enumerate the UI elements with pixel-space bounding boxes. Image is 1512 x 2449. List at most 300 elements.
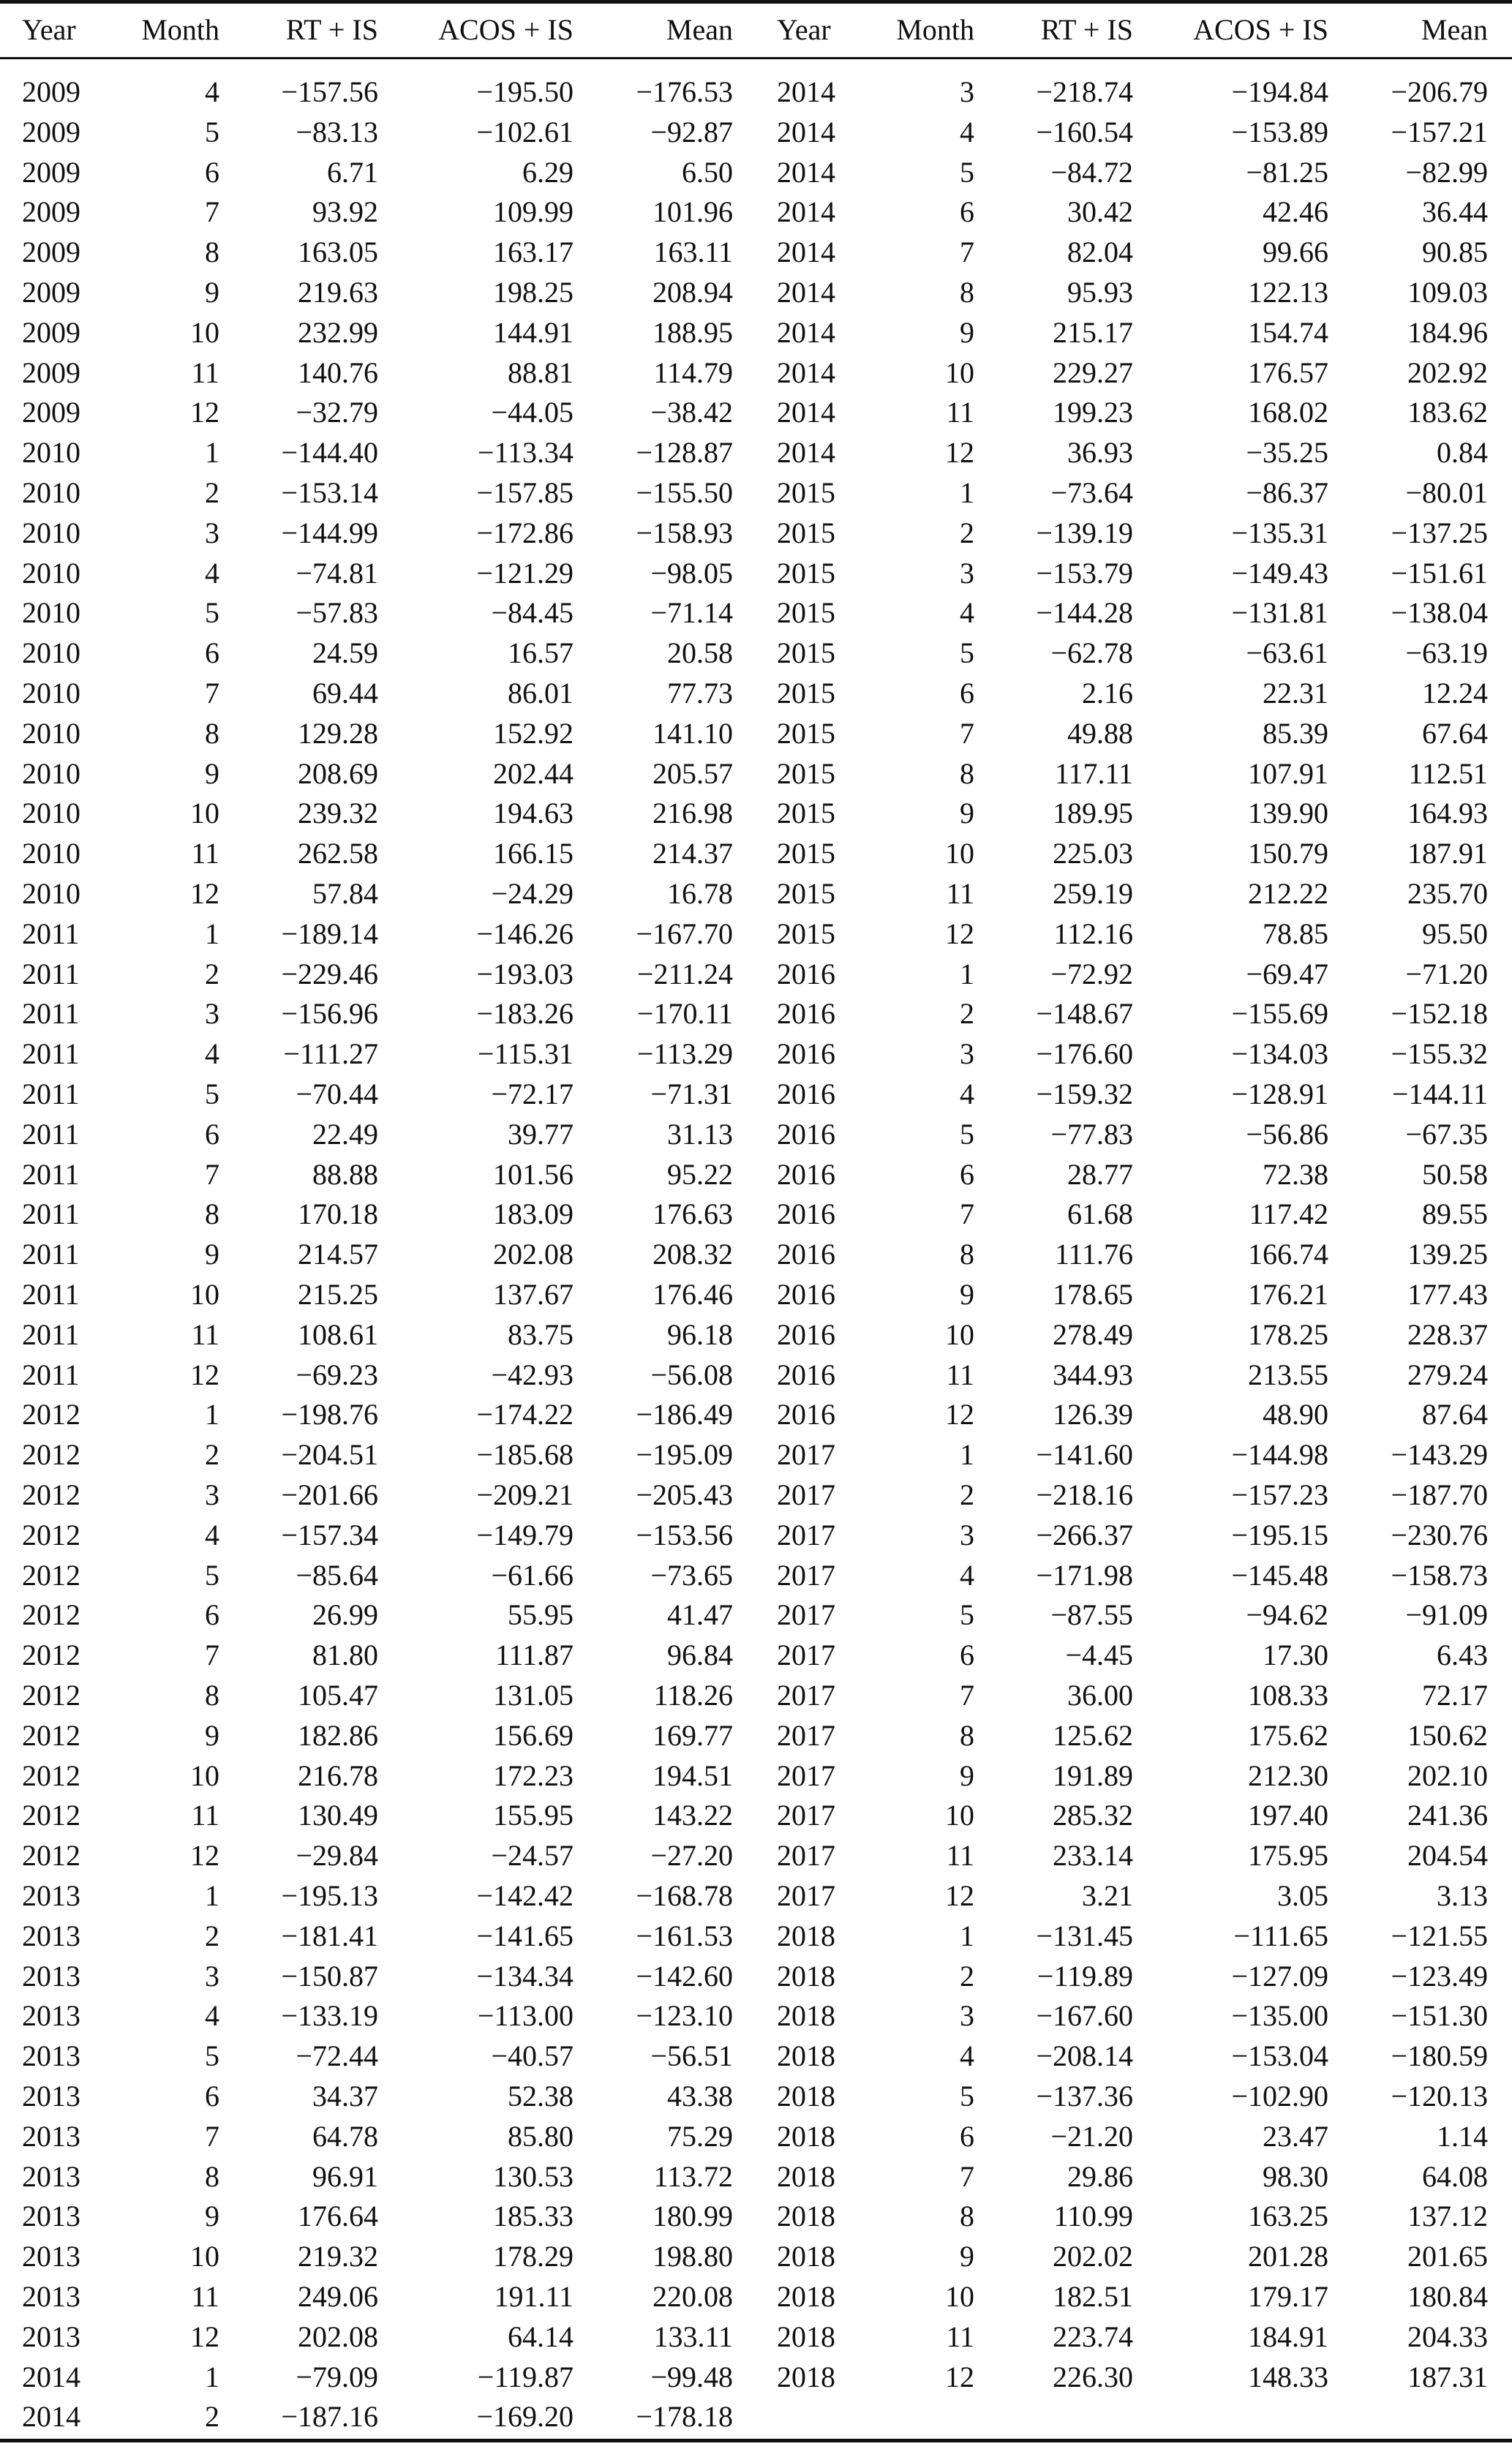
cell-mean-right: −152.18 <box>1391 997 1488 1031</box>
cell-month-right: 10 <box>945 837 974 870</box>
cell-rt-is-right: −159.32 <box>1036 1077 1133 1110</box>
cell-year-left: 2011 <box>22 1037 80 1071</box>
cell-mean-left: 141.10 <box>652 716 733 750</box>
cell-rt-is-left: 64.78 <box>312 2119 378 2153</box>
table-row <box>0 593 1512 633</box>
table-row <box>0 1075 1512 1115</box>
cell-month-left: 7 <box>205 677 219 710</box>
table-row <box>0 233 1512 273</box>
cell-acos-is-left: 52.38 <box>508 2080 573 2113</box>
cell-acos-is-right: 3.05 <box>1277 1879 1328 1912</box>
cell-rt-is-left: 6.71 <box>327 155 378 189</box>
cell-acos-is-left: 166.15 <box>493 837 573 870</box>
cell-month-left: 12 <box>190 1839 219 1873</box>
cell-acos-is-right: −127.09 <box>1231 1959 1328 1993</box>
cell-month-left: 5 <box>205 1077 219 1110</box>
cell-rt-is-left: 215.25 <box>298 1278 378 1311</box>
cell-year-left: 2013 <box>22 2039 80 2073</box>
cell-acos-is-left: −185.68 <box>476 1438 573 1472</box>
cell-acos-is-right: 48.90 <box>1263 1398 1328 1432</box>
cell-month-right: 1 <box>960 957 974 990</box>
cell-acos-is-right: 168.02 <box>1248 396 1328 429</box>
cell-year-right: 2017 <box>777 1799 835 1832</box>
cell-month-right: 6 <box>960 1639 974 1672</box>
cell-acos-is-left: 202.44 <box>493 756 573 790</box>
cell-acos-is-right: 23.47 <box>1263 2119 1328 2153</box>
cell-mean-left: 208.94 <box>652 276 733 309</box>
cell-rt-is-left: 140.76 <box>298 356 378 389</box>
cell-year-left: 2009 <box>22 276 80 309</box>
cell-rt-is-left: 208.69 <box>298 756 378 790</box>
cell-month-left: 5 <box>205 1558 219 1592</box>
cell-mean-right: 0.84 <box>1437 436 1488 470</box>
cell-month-right: 7 <box>960 716 974 750</box>
cell-mean-left: −123.10 <box>636 1999 733 2033</box>
table-row <box>0 2397 1512 2437</box>
cell-acos-is-left: −149.79 <box>476 1518 573 1551</box>
cell-rt-is-right: 285.32 <box>1053 1799 1133 1832</box>
cell-year-left: 2011 <box>22 1157 80 1191</box>
cell-rt-is-right: 178.65 <box>1053 1278 1133 1311</box>
cell-acos-is-right: −131.81 <box>1231 596 1328 630</box>
cell-acos-is-right: 176.57 <box>1248 356 1328 389</box>
cell-mean-right: 279.24 <box>1407 1358 1488 1391</box>
cell-mean-right: 109.03 <box>1407 276 1488 309</box>
table-row <box>0 113 1512 153</box>
cell-rt-is-right: −144.28 <box>1036 596 1133 630</box>
cell-mean-left: 16.78 <box>667 877 733 910</box>
cell-acos-is-left: −44.05 <box>491 396 573 429</box>
cell-year-left: 2011 <box>22 997 80 1031</box>
cell-acos-is-left: 64.14 <box>508 2320 573 2353</box>
cell-acos-is-right: 98.30 <box>1263 2159 1328 2193</box>
cell-acos-is-left: 83.75 <box>508 1317 573 1351</box>
cell-acos-is-left: 131.05 <box>493 1679 573 1712</box>
cell-year-right: 2014 <box>777 356 835 389</box>
cell-rt-is-right: −72.92 <box>1050 957 1133 990</box>
cell-month-left: 2 <box>205 476 219 509</box>
cell-mean-right: 187.91 <box>1407 837 1488 870</box>
cell-acos-is-right: −149.43 <box>1231 556 1328 590</box>
cell-rt-is-right: −171.98 <box>1036 1558 1133 1592</box>
cell-year-left: 2013 <box>22 2200 80 2233</box>
cell-acos-is-left: 101.56 <box>493 1157 573 1191</box>
table-row <box>0 1275 1512 1315</box>
cell-month-left: 12 <box>190 2320 219 2353</box>
cell-rt-is-left: −229.46 <box>281 957 378 990</box>
cell-mean-right: 187.31 <box>1407 2360 1488 2393</box>
cell-month-left: 8 <box>205 716 219 750</box>
cell-month-right: 2 <box>960 1478 974 1511</box>
cell-acos-is-left: −61.66 <box>491 1558 573 1592</box>
cell-acos-is-left: 109.99 <box>493 195 573 229</box>
cell-year-right: 2015 <box>777 677 835 710</box>
cell-year-left: 2013 <box>22 2159 80 2193</box>
cell-month-right: 3 <box>960 1037 974 1071</box>
cell-acos-is-right: −86.37 <box>1246 476 1328 509</box>
cell-year-right: 2018 <box>777 2240 835 2273</box>
cell-acos-is-left: 155.95 <box>493 1799 573 1832</box>
header-rt-is-left: RT + IS <box>285 13 378 46</box>
cell-rt-is-right: −160.54 <box>1036 115 1133 148</box>
cell-year-left: 2010 <box>22 556 80 590</box>
cell-year-right: 2018 <box>777 2119 835 2153</box>
table-row <box>0 2036 1512 2077</box>
header-year-right: Year <box>777 13 831 46</box>
cell-year-left: 2009 <box>22 396 80 429</box>
cell-month-right: 11 <box>946 877 974 910</box>
cell-year-right: 2015 <box>777 596 835 630</box>
cell-month-left: 9 <box>205 1718 219 1752</box>
cell-month-right: 4 <box>960 2039 974 2073</box>
cell-mean-right: 12.24 <box>1422 677 1488 710</box>
cell-acos-is-right: −135.00 <box>1231 1999 1328 2033</box>
cell-mean-left: 143.22 <box>652 1799 733 1832</box>
cell-rt-is-right: 36.00 <box>1067 1679 1133 1712</box>
cell-month-right: 3 <box>960 1999 974 2033</box>
cell-month-left: 6 <box>205 1117 219 1151</box>
cell-acos-is-right: 179.17 <box>1248 2280 1328 2313</box>
cell-year-right: 2018 <box>777 2280 835 2313</box>
cell-mean-right: −230.76 <box>1391 1518 1488 1551</box>
cell-year-right: 2018 <box>777 2080 835 2113</box>
cell-year-left: 2011 <box>22 1117 80 1151</box>
cell-rt-is-right: 226.30 <box>1053 2360 1133 2393</box>
cell-acos-is-right: 175.95 <box>1248 1839 1328 1873</box>
table-row <box>0 313 1512 353</box>
cell-month-right: 6 <box>960 195 974 229</box>
cell-rt-is-left: −79.09 <box>296 2360 378 2393</box>
cell-month-right: 10 <box>945 1317 974 1351</box>
cell-acos-is-right: −94.62 <box>1246 1598 1328 1632</box>
cell-year-left: 2009 <box>22 236 80 269</box>
cell-month-right: 7 <box>960 2159 974 2193</box>
cell-year-right: 2015 <box>777 917 835 950</box>
cell-year-left: 2013 <box>22 1959 80 1993</box>
cell-rt-is-right: 225.03 <box>1053 837 1133 870</box>
cell-month-left: 3 <box>205 1959 219 1993</box>
cell-acos-is-right: 99.66 <box>1263 236 1328 269</box>
cell-month-left: 12 <box>190 396 219 429</box>
cell-rt-is-left: 34.37 <box>312 2080 378 2113</box>
cell-mean-right: 202.10 <box>1407 1758 1488 1792</box>
cell-mean-left: −27.20 <box>650 1839 733 1873</box>
table-row <box>0 514 1512 554</box>
cell-acos-is-right: 176.21 <box>1248 1278 1328 1311</box>
cell-rt-is-right: 229.27 <box>1053 356 1133 389</box>
cell-acos-is-left: −121.29 <box>476 556 573 590</box>
cell-mean-left: −168.78 <box>636 1879 733 1912</box>
cell-year-right: 2015 <box>777 756 835 790</box>
cell-mean-left: −205.43 <box>636 1478 733 1511</box>
cell-month-right: 8 <box>960 1718 974 1752</box>
cell-rt-is-right: 95.93 <box>1067 276 1133 309</box>
cell-month-right: 4 <box>960 1558 974 1592</box>
cell-month-right: 2 <box>960 1959 974 1993</box>
cell-rt-is-left: −57.83 <box>296 596 378 630</box>
cell-year-right: 2016 <box>777 997 835 1031</box>
cell-mean-right: 201.65 <box>1407 2240 1488 2273</box>
cell-rt-is-right: −218.16 <box>1036 1478 1133 1511</box>
cell-rt-is-left: 176.64 <box>298 2200 378 2233</box>
cell-month-right: 1 <box>960 1438 974 1472</box>
table-row <box>0 473 1512 514</box>
cell-mean-left: 194.51 <box>652 1758 733 1792</box>
cell-rt-is-left: −32.79 <box>296 396 378 429</box>
cell-year-left: 2014 <box>22 2400 80 2434</box>
cell-acos-is-right: 213.55 <box>1248 1358 1328 1391</box>
cell-month-left: 8 <box>205 1679 219 1712</box>
cell-rt-is-left: 130.49 <box>298 1799 378 1832</box>
cell-mean-right: 235.70 <box>1407 877 1488 910</box>
cell-rt-is-right: 202.02 <box>1053 2240 1133 2273</box>
cell-acos-is-left: −209.21 <box>476 1478 573 1511</box>
cell-acos-is-left: −119.87 <box>477 2360 573 2393</box>
cell-rt-is-right: 191.89 <box>1053 1758 1133 1792</box>
cell-mean-left: −38.42 <box>650 396 733 429</box>
cell-acos-is-right: −128.91 <box>1231 1077 1328 1110</box>
cell-rt-is-right: −73.64 <box>1050 476 1133 509</box>
cell-acos-is-right: 154.74 <box>1248 315 1328 349</box>
cell-mean-right: −151.61 <box>1391 556 1488 590</box>
cell-month-right: 6 <box>960 677 974 710</box>
cell-year-right: 2017 <box>777 1518 835 1551</box>
cell-acos-is-left: −40.57 <box>491 2039 573 2073</box>
cell-month-left: 4 <box>205 75 219 108</box>
cell-rt-is-right: 2.16 <box>1082 677 1133 710</box>
cell-mean-right: 204.33 <box>1407 2320 1488 2353</box>
cell-mean-right: 139.25 <box>1407 1238 1488 1271</box>
cell-acos-is-right: 201.28 <box>1248 2240 1328 2273</box>
cell-mean-right: −91.09 <box>1405 1598 1488 1632</box>
cell-rt-is-left: −156.96 <box>281 997 378 1031</box>
cell-rt-is-left: −29.84 <box>296 1839 378 1873</box>
cell-month-right: 11 <box>946 1839 974 1873</box>
cell-mean-left: 133.11 <box>653 2320 733 2353</box>
cell-year-left: 2013 <box>22 2240 80 2273</box>
cell-year-left: 2011 <box>22 957 80 990</box>
cell-rt-is-right: 199.23 <box>1053 396 1133 429</box>
cell-year-left: 2013 <box>22 1919 80 1952</box>
cell-mean-right: 150.62 <box>1407 1718 1488 1752</box>
cell-year-right: 2016 <box>777 1037 835 1071</box>
table-row <box>0 353 1512 394</box>
cell-month-right: 4 <box>960 115 974 148</box>
cell-mean-right: 241.36 <box>1407 1799 1488 1832</box>
cell-month-left: 11 <box>191 1799 219 1832</box>
cell-acos-is-right: 22.31 <box>1263 677 1328 710</box>
header-row <box>0 10 1512 50</box>
cell-year-right: 2016 <box>777 957 835 990</box>
table-row <box>0 2317 1512 2358</box>
header-month-right: Month <box>896 13 974 46</box>
cell-acos-is-left: −174.22 <box>476 1398 573 1432</box>
cell-acos-is-right: −69.47 <box>1246 957 1328 990</box>
cell-acos-is-right: 17.30 <box>1263 1639 1328 1672</box>
cell-year-right: 2015 <box>777 476 835 509</box>
cell-acos-is-left: 194.63 <box>493 797 573 830</box>
cell-acos-is-right: 117.42 <box>1249 1197 1328 1231</box>
cell-year-left: 2009 <box>22 75 80 108</box>
cell-acos-is-left: −72.17 <box>491 1077 573 1110</box>
cell-rt-is-left: 57.84 <box>312 877 378 910</box>
cell-year-left: 2012 <box>22 1438 80 1472</box>
cell-mean-left: 114.79 <box>653 356 733 389</box>
table-row <box>0 192 1512 233</box>
header-rt-is-right: RT + IS <box>1040 13 1133 46</box>
cell-rt-is-left: 249.06 <box>298 2280 378 2313</box>
cell-month-left: 11 <box>191 837 219 870</box>
cell-year-left: 2012 <box>22 1758 80 1792</box>
cell-year-right: 2014 <box>777 195 835 229</box>
cell-year-right: 2016 <box>777 1317 835 1351</box>
cell-acos-is-right: 166.74 <box>1248 1238 1328 1271</box>
cell-year-left: 2010 <box>22 436 80 470</box>
cell-year-left: 2009 <box>22 315 80 349</box>
cell-mean-left: −176.53 <box>636 75 733 108</box>
cell-acos-is-left: −157.85 <box>476 476 573 509</box>
cell-acos-is-left: 111.87 <box>494 1639 573 1672</box>
cell-acos-is-left: −102.61 <box>476 115 573 148</box>
cell-month-left: 9 <box>205 756 219 790</box>
cell-year-left: 2013 <box>22 1879 80 1912</box>
cell-mean-left: −56.51 <box>650 2039 733 2073</box>
cell-acos-is-left: 152.92 <box>493 716 573 750</box>
cell-mean-left: −170.11 <box>636 997 733 1031</box>
cell-month-left: 4 <box>205 1518 219 1551</box>
header-mean-right: Mean <box>1421 13 1488 46</box>
cell-acos-is-left: 6.29 <box>522 155 573 189</box>
cell-month-left: 2 <box>205 2400 219 2434</box>
cell-acos-is-right: −153.89 <box>1231 115 1328 148</box>
cell-rt-is-left: 81.80 <box>312 1639 378 1672</box>
cell-acos-is-right: −145.48 <box>1231 1558 1328 1592</box>
cell-mean-right: −121.55 <box>1391 1919 1488 1952</box>
cell-year-left: 2010 <box>22 677 80 710</box>
table-row <box>0 1435 1512 1475</box>
cell-rt-is-left: 219.63 <box>298 276 378 309</box>
cell-year-right: 2017 <box>777 1879 835 1912</box>
cell-month-left: 10 <box>190 315 219 349</box>
cell-month-right: 10 <box>945 2280 974 2313</box>
cell-mean-right: 36.44 <box>1422 195 1488 229</box>
cell-acos-is-left: −172.86 <box>476 516 573 549</box>
cell-mean-left: 113.72 <box>653 2159 733 2193</box>
table-row <box>0 2157 1512 2197</box>
table-row <box>0 1636 1512 1676</box>
cell-rt-is-left: 108.61 <box>298 1317 378 1351</box>
cell-mean-left: −155.50 <box>636 476 733 509</box>
cell-mean-right: −180.59 <box>1391 2039 1488 2073</box>
table-row <box>0 674 1512 714</box>
cell-rt-is-left: 239.32 <box>298 797 378 830</box>
cell-rt-is-left: −201.66 <box>281 1478 378 1511</box>
table-row <box>0 1916 1512 1957</box>
cell-year-right: 2015 <box>777 636 835 670</box>
cell-mean-left: −211.24 <box>636 957 733 990</box>
cell-month-left: 10 <box>190 797 219 830</box>
cell-mean-left: −186.49 <box>636 1398 733 1432</box>
cell-rt-is-left: −198.76 <box>281 1398 378 1432</box>
cell-acos-is-right: 163.25 <box>1248 2200 1328 2233</box>
cell-rt-is-right: 36.93 <box>1067 436 1133 470</box>
cell-rt-is-left: 163.05 <box>298 236 378 269</box>
cell-rt-is-left: −144.40 <box>281 436 378 470</box>
cell-month-left: 1 <box>205 917 219 950</box>
cell-year-left: 2010 <box>22 716 80 750</box>
cell-month-left: 12 <box>190 877 219 910</box>
cell-month-left: 11 <box>191 2280 219 2313</box>
cell-month-right: 9 <box>960 315 974 349</box>
cell-acos-is-left: 16.57 <box>508 636 573 670</box>
cell-year-left: 2012 <box>22 1799 80 1832</box>
cell-month-left: 9 <box>205 1238 219 1271</box>
cell-year-right: 2015 <box>777 837 835 870</box>
cell-year-right: 2014 <box>777 236 835 269</box>
cell-acos-is-left: 163.17 <box>493 236 573 269</box>
cell-rt-is-left: −144.99 <box>281 516 378 549</box>
cell-rt-is-right: −4.45 <box>1065 1639 1133 1672</box>
cell-acos-is-left: 130.53 <box>493 2159 573 2193</box>
cell-month-left: 7 <box>205 1157 219 1191</box>
cell-rt-is-right: 182.51 <box>1053 2280 1133 2313</box>
cell-rt-is-left: −153.14 <box>281 476 378 509</box>
cell-mean-left: 188.95 <box>652 315 733 349</box>
cell-acos-is-right: 212.30 <box>1248 1758 1328 1792</box>
cell-mean-left: −167.70 <box>636 917 733 950</box>
cell-mean-right: −120.13 <box>1391 2080 1488 2113</box>
cell-mean-left: −71.31 <box>650 1077 733 1110</box>
cell-month-left: 5 <box>205 115 219 148</box>
cell-year-left: 2012 <box>22 1839 80 1873</box>
cell-mean-right: 184.96 <box>1407 315 1488 349</box>
cell-rt-is-right: −77.83 <box>1050 1117 1133 1151</box>
cell-mean-left: 176.63 <box>652 1197 733 1231</box>
cell-acos-is-right: −144.98 <box>1231 1438 1328 1472</box>
cell-mean-left: 216.98 <box>652 797 733 830</box>
cell-month-left: 5 <box>205 596 219 630</box>
cell-mean-left: 118.26 <box>653 1679 733 1712</box>
cell-month-left: 6 <box>205 2080 219 2113</box>
cell-month-right: 11 <box>946 1358 974 1391</box>
cell-month-right: 5 <box>960 155 974 189</box>
table-row <box>0 2277 1512 2317</box>
cell-year-left: 2010 <box>22 837 80 870</box>
cell-mean-right: −71.20 <box>1405 957 1488 990</box>
cell-month-left: 8 <box>205 236 219 269</box>
cell-year-left: 2010 <box>22 797 80 830</box>
cell-year-right: 2016 <box>777 1398 835 1432</box>
cell-month-right: 2 <box>960 516 974 549</box>
cell-rt-is-right: 259.19 <box>1053 877 1133 910</box>
cell-acos-is-left: −84.45 <box>491 596 573 630</box>
table-row <box>0 834 1512 874</box>
cell-acos-is-left: 88.81 <box>508 356 573 389</box>
cell-acos-is-left: −195.50 <box>476 75 573 108</box>
cell-year-left: 2009 <box>22 356 80 389</box>
cell-mean-right: −137.25 <box>1391 516 1488 549</box>
cell-rt-is-left: 182.86 <box>298 1718 378 1752</box>
cell-acos-is-right: −81.25 <box>1246 155 1328 189</box>
cell-mean-right: 64.08 <box>1422 2159 1488 2193</box>
cell-month-right: 10 <box>945 1799 974 1832</box>
cell-mean-right: −80.01 <box>1405 476 1488 509</box>
header-rule <box>0 57 1512 59</box>
cell-rt-is-right: −208.14 <box>1036 2039 1133 2073</box>
cell-year-left: 2012 <box>22 1639 80 1672</box>
header-month-left: Month <box>141 13 219 46</box>
cell-mean-left: −73.65 <box>650 1558 733 1592</box>
